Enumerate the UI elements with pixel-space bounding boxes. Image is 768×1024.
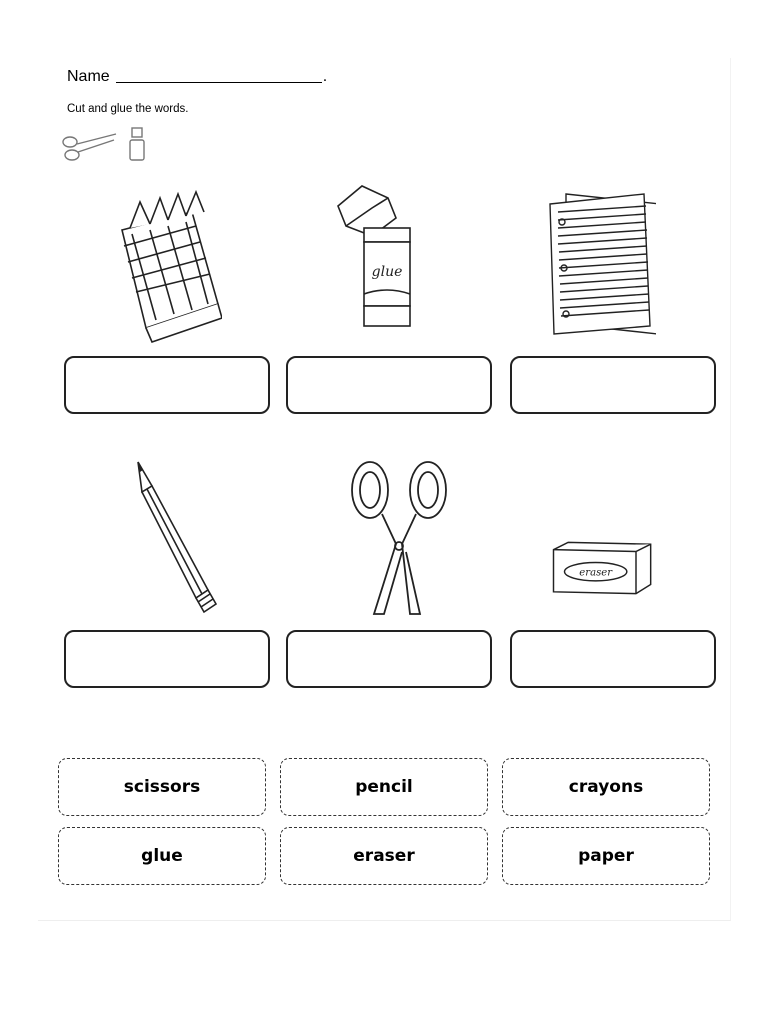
name-label: Name [67,68,110,85]
word-card-glue[interactable]: glue [58,827,266,885]
word-card-eraser[interactable]: eraser [280,827,488,885]
word-card-pencil[interactable]: pencil [280,758,488,816]
pencil-icon [130,458,240,618]
mini-scissors-icon [63,134,116,160]
name-field-row [67,68,327,86]
eraser-icon [548,488,658,648]
word-card-paper[interactable]: paper [502,827,710,885]
instruction-text: Cut and glue the words. [67,103,189,115]
glue-stick-label: glue [371,264,403,280]
name-line[interactable] [116,68,322,83]
crayons-icon [112,186,222,346]
paper-icon [546,186,656,346]
answer-box-2[interactable] [286,356,492,414]
answer-box-6[interactable] [510,630,716,688]
mini-glue-icon [130,128,144,160]
word-card-crayons[interactable]: crayons [502,758,710,816]
cut-and-glue-icons [58,124,154,164]
scissors-icon [344,458,454,618]
eraser-label: eraser [579,567,613,579]
word-card-scissors[interactable]: scissors [58,758,266,816]
answer-box-5[interactable] [286,630,492,688]
answer-box-1[interactable] [64,356,270,414]
name-end-dot: . [322,68,328,85]
glue-icon [328,182,438,342]
answer-box-4[interactable] [64,630,270,688]
answer-box-3[interactable] [510,356,716,414]
